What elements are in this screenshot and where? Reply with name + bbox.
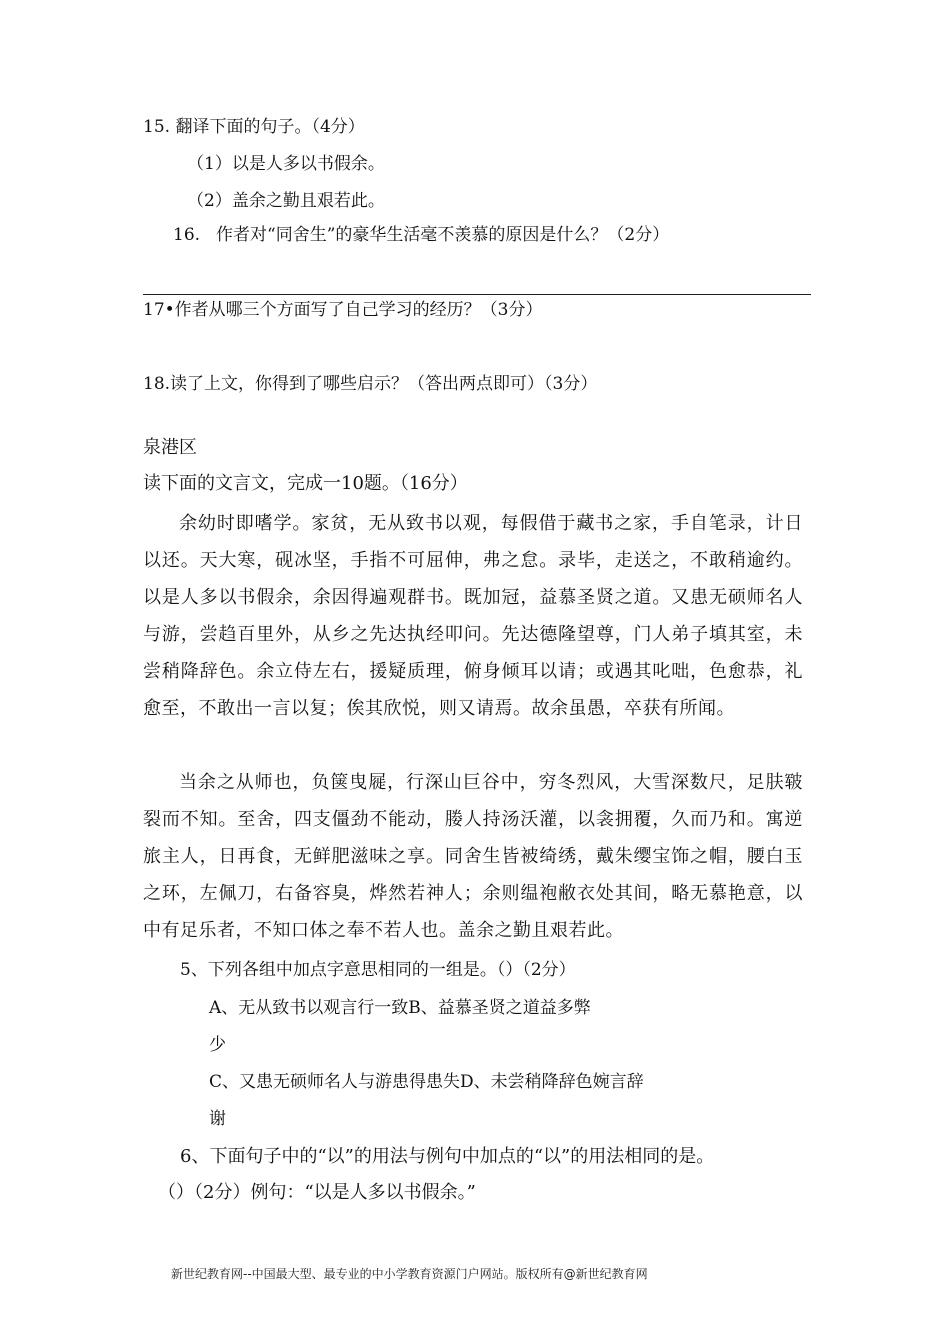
question-18: 18.读了上文，你得到了哪些启示？（答出两点即可）（3分） [143, 374, 598, 394]
question-5: 5、下列各组中加点字意思相同的一组是。（）（2分） [180, 960, 576, 980]
question-5-options-cd-continued: 谢 [209, 1109, 226, 1129]
question-5-options-ab: A、无从致书以观言行一致B、益慕圣贤之道益多弊 [209, 998, 591, 1018]
passage-paragraph-1: 余幼时即嗜学。家贫，无从致书以观，每假借于藏书之家，手自笔录，计日以还。天大寒，砚冰坚，手指不可屈伸，弗之怠。录毕，走送之，不敢稍逾约。以是人多以书假余，余因得遍观群书。既加冠，益慕圣贤之道。又患无硕师名人与游，尝趋百里外，从乡之先达执经叩问。先达德隆望尊，门人弟子填其室，未尝稍降辞色。余立侍左右，援疑质理，俯身倾耳以请；或遇其叱咄，色愈恭，礼愈至，不敢出一言以复；俟其欣悦，则又请焉。故余虽愚，卒获有所闻。 [143, 513, 803, 719]
question-15: 15. 翻译下面的句子。（4分） [143, 117, 365, 137]
reading-instruction: 读下面的文言文，完成一10题。（16分） [143, 473, 468, 494]
answer-line [143, 294, 811, 295]
question-17: 17•作者从哪三个方面写了自己学习的经历？（3分） [143, 300, 543, 320]
region-title: 泉港区 [143, 437, 197, 458]
question-16-number: 16. [173, 225, 201, 245]
question-15-item-2: （2）盖余之勤且艰若此。 [187, 191, 385, 211]
question-6-continued: （）（2分）例句：“以是人多以书假余。” [158, 1182, 476, 1203]
question-5-options-cd: C、又患无硕师名人与游患得患失D、未尝稍降辞色婉言辞 [209, 1072, 644, 1092]
question-15-item-1: （1）以是人多以书假余。 [187, 154, 385, 174]
page-footer: 新世纪教育网--中国最大型、最专业的中小学教育资源门户网站。版权所有@新世纪教育网 [171, 1267, 648, 1281]
question-16: 作者对“同舍生”的豪华生活毫不羡慕的原因是什么？（2分） [216, 225, 670, 245]
passage-paragraph-2: 当余之从师也，负箧曳屣，行深山巨谷中，穷冬烈风，大雪深数尺，足肤皲裂而不知。至舍，四支僵劲不能动，媵人持汤沃灌，以衾拥覆，久而乃和。寓逆旅主人，日再食，无鲜肥滋味之享。同舍生皆被绮绣，戴朱缨宝饰之帽，腰白玉之环，左佩刀，右备容臭，烨然若神人；余则缊袍敝衣处其间，略无慕艳意，以中有足乐者，不知口体之奉不若人也。盖余之勤且艰若此。 [143, 772, 803, 941]
question-5-options-ab-continued: 少 [209, 1035, 226, 1055]
question-6: 6、下面句子中的“以”的用法与例句中加点的“以”的用法相同的是。 [180, 1146, 715, 1167]
